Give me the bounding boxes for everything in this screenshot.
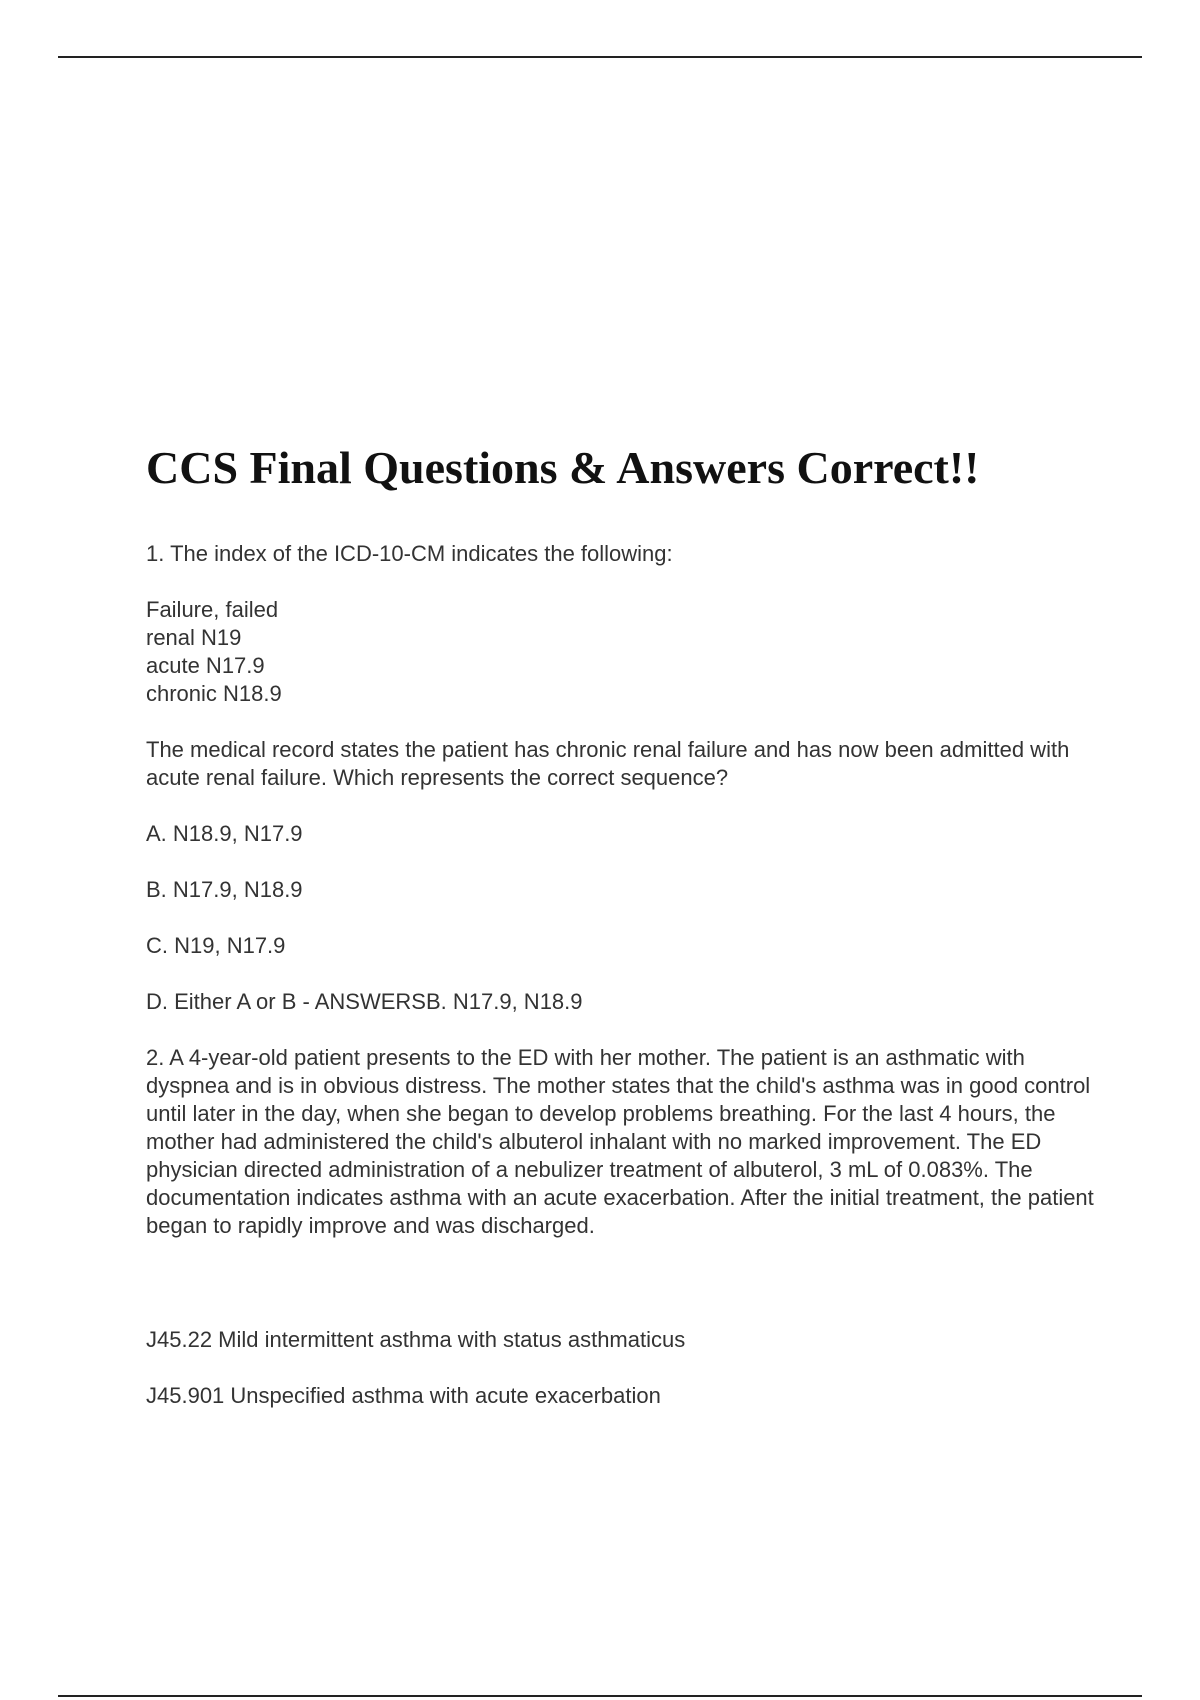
index-line: Failure, failed: [146, 597, 279, 622]
question-1-option-c: C. N19, N17.9: [146, 933, 286, 958]
document-title: CCS Final Questions & Answers Correct!!: [146, 442, 980, 493]
index-line: chronic N18.9: [146, 681, 282, 706]
document-body: [146, 440, 1096, 1438]
top-rule: [58, 56, 1142, 58]
question-1-index-block: [146, 596, 1096, 708]
bottom-rule: [58, 1695, 1142, 1697]
index-line: renal N19: [146, 625, 242, 650]
question-1-option-a: A. N18.9, N17.9: [146, 821, 303, 846]
index-line: acute N17.9: [146, 653, 265, 678]
question-1-option-d-answer: D. Either A or B - ANSWERSB. N17.9, N18.9: [146, 989, 583, 1014]
question-1-scenario: The medical record states the patient has chronic renal failure and has now been admitted with acute renal failure. Which represents the correct sequence?: [146, 737, 1070, 790]
question-2-prompt: 2. A 4-year-old patient presents to the ED with her mother. The patient is an asthmatic with dyspnea and is in obvious distress. The mother states that the child's asthma was in good control until later in the day, when she began to develop problems breathing. For the last 4 hours, the mother had administered the child's albuterol inhalant with no marked improvement. The ED physician directed administration of a nebulizer treatment of albuterol, 3 mL of 0.083%. The documentation indicates asthma with an acute exacerbation. After the initial treatment, the patient began to rapidly improve and was discharged.: [146, 1045, 1094, 1238]
question-2-code-2: J45.901 Unspecified asthma with acute exacerbation: [146, 1383, 661, 1408]
question-2-code-1: J45.22 Mild intermittent asthma with status asthmaticus: [146, 1327, 686, 1352]
question-1-option-b: B. N17.9, N18.9: [146, 877, 303, 902]
question-1-prompt: 1. The index of the ICD-10-CM indicates the following:: [146, 541, 673, 566]
